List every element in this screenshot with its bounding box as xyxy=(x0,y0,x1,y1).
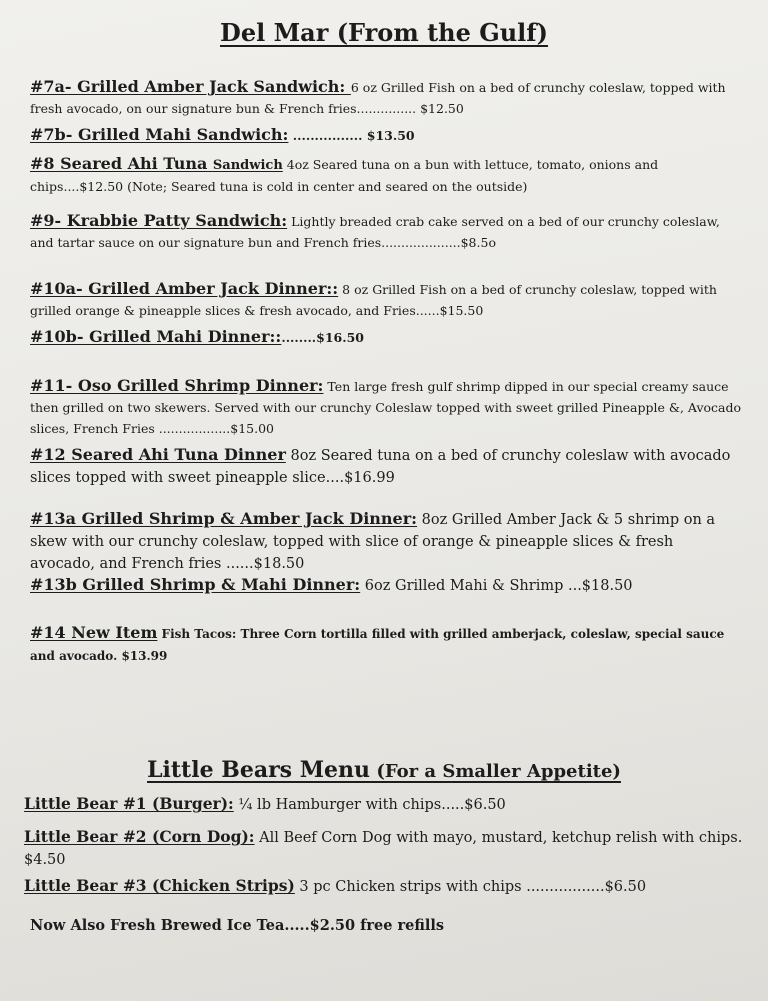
item-desc: 8oz Seared tuna on a bed of crunchy coleslaw with avocado slices topped with sweet pineapple slice....$16.99 xyxy=(30,448,731,486)
item-name: Little Bear #3 (Chicken Strips) xyxy=(24,876,295,895)
menu-item-13a xyxy=(30,508,742,575)
item-desc: 8 oz Grilled Fish on a bed of crunchy coleslaw, topped with grilled orange & pineapple slices & fresh avocado, and Fries......$15.50 xyxy=(30,282,717,318)
item-name: Little Bear #1 (Burger): xyxy=(24,794,234,813)
item-name: #10a- Grilled Amber Jack Dinner:: xyxy=(30,279,339,298)
section-title-main: Little Bears Menu xyxy=(147,757,371,783)
page-title: Del Mar (From the Gulf) xyxy=(220,18,548,47)
item-desc: 3 pc Chicken strips with chips .................$6.50 xyxy=(294,879,647,895)
menu-item-8 xyxy=(30,153,742,197)
menu-item-10b xyxy=(30,326,742,348)
item-name: #13b Grilled Shrimp & Mahi Dinner: xyxy=(30,575,361,594)
menu-item-12 xyxy=(30,444,742,489)
item-desc: 8oz Grilled Amber Jack & 5 shrimp on a skew with our crunchy coleslaw, topped with slice of orange & pineapple slices & fresh avocado, and French fries ......$18.50 xyxy=(30,512,716,572)
item-desc: All Beef Corn Dog with mayo, mustard, ketchup relish with chips. $4.50 xyxy=(24,830,743,868)
item-name: #9- Krabbie Patty Sandwich: xyxy=(30,211,288,230)
item-name: #10b- Grilled Mahi Dinner:: xyxy=(30,327,282,346)
section-title xyxy=(0,757,768,783)
item-desc: ........$16.50 xyxy=(281,330,364,345)
menu-item-10a xyxy=(30,278,742,321)
item-name: Little Bear #2 (Corn Dog): xyxy=(24,827,255,846)
menu-item-13b xyxy=(30,574,742,597)
item-name: #14 New Item xyxy=(30,623,158,642)
menu-item-7b xyxy=(30,124,742,146)
item-desc: Ten large fresh gulf shrimp dipped in our special creamy sauce then grilled on two skewers. Served with our crunchy Coleslaw topped with sweet grilled Pineapple &, Avocado slices, French Fries ..................$15.00 xyxy=(30,379,742,436)
item-desc: Fish Tacos: Three Corn tortilla filled with grilled amberjack, coleslaw, special sauce and avocado. $13.99 xyxy=(30,627,725,663)
item-desc: 4oz Seared tuna on a bun with lettuce, tomato, onions and chips....$12.50 (Note; Seared tuna is cold in center and seared on the outside) xyxy=(30,157,659,194)
menu-item-14 xyxy=(30,622,742,667)
ice-tea-note: Now Also Fresh Brewed Ice Tea.....$2.50 free refills xyxy=(30,917,445,934)
item-desc: Lightly breaded crab cake served on a bed of our crunchy coleslaw, and tartar sauce on our signature bun and French fries....................$8.5o xyxy=(30,214,720,250)
item-name: #7a- Grilled Amber Jack Sandwich: xyxy=(30,77,351,96)
menu-item-7a xyxy=(30,76,742,119)
item-desc: ¼ lb Hamburger with chips.....$6.50 xyxy=(233,797,506,813)
item-name: #7b- Grilled Mahi Sandwich: xyxy=(30,125,289,144)
item-name: #12 Seared Ahi Tuna Dinner xyxy=(30,445,286,464)
little-bear-item-3 xyxy=(24,875,744,898)
menu-item-9 xyxy=(30,210,742,253)
item-name: #11- Oso Grilled Shrimp Dinner: xyxy=(30,376,324,395)
little-bear-item-2 xyxy=(24,826,744,871)
little-bear-item-1 xyxy=(24,793,744,816)
section-subtitle: (For a Smaller Appetite) xyxy=(370,761,621,782)
item-desc: 6 oz Grilled Fish on a bed of crunchy coleslaw, topped with fresh avocado, on our signature bun & French fries............... $12.50 xyxy=(30,80,726,116)
item-desc: ................ $13.50 xyxy=(288,128,415,143)
item-desc: 6oz Grilled Mahi & Shrimp ...$18.50 xyxy=(360,578,633,594)
item-name: #8 Seared Ahi Tuna xyxy=(30,154,213,173)
item-name-suffix: Sandwich xyxy=(212,158,283,173)
menu-item-11 xyxy=(30,375,742,439)
item-name: #13a Grilled Shrimp & Amber Jack Dinner: xyxy=(30,509,418,528)
